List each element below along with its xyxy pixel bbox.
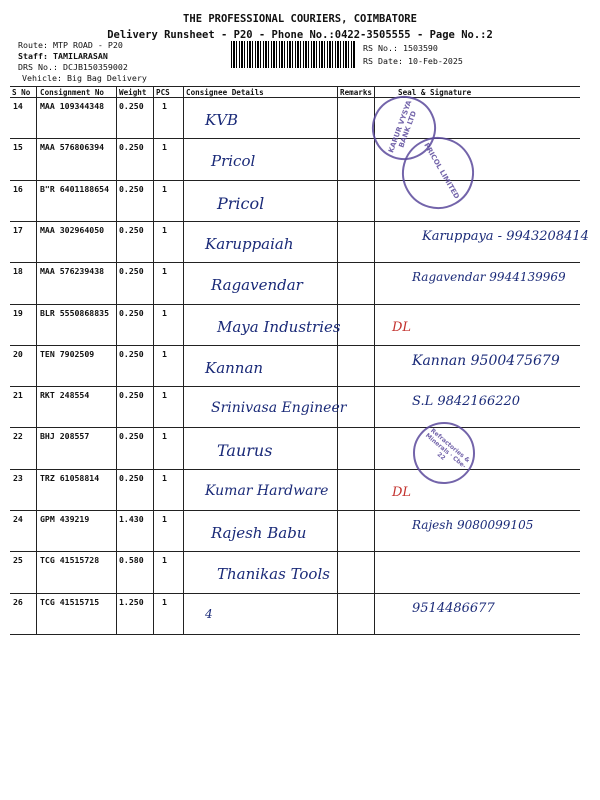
cell-sno: 20 bbox=[13, 348, 23, 359]
cell-remarks: DL bbox=[392, 319, 412, 335]
cell-pcs: 1 bbox=[162, 101, 167, 111]
cell-sno: 17 bbox=[13, 224, 23, 235]
row-divider bbox=[10, 469, 580, 470]
row-divider bbox=[10, 551, 580, 552]
cell-pcs: 1 bbox=[162, 431, 167, 442]
cell-consignee-handwritten: Kannan bbox=[205, 358, 264, 377]
row-divider bbox=[10, 180, 580, 181]
row-divider bbox=[10, 634, 580, 635]
cell-consignee-handwritten: Taurus bbox=[217, 441, 273, 461]
rs-date: RS Date: 10-Feb-2025 bbox=[363, 56, 463, 66]
cell-pcs: 1 bbox=[162, 183, 167, 194]
cell-consignee-handwritten: Pricol bbox=[217, 193, 265, 213]
row-divider bbox=[10, 510, 580, 511]
cell-consignment-no: TRZ 61058814 bbox=[40, 472, 100, 483]
cell-weight: 0.250 bbox=[119, 266, 144, 277]
cell-pcs: 1 bbox=[162, 142, 167, 153]
cell-consignment-no: BHJ 208557 bbox=[40, 431, 90, 442]
cell-consignment-no: MAA 302964050 bbox=[40, 224, 105, 235]
cell-sno: 16 bbox=[13, 183, 23, 194]
cell-pcs: 1 bbox=[162, 307, 167, 318]
row-divider bbox=[10, 345, 580, 346]
cell-pcs: 1 bbox=[162, 266, 167, 277]
cell-consignee-handwritten: Thanikas Tools bbox=[217, 565, 330, 584]
cell-consignment-no: GPM 439219 bbox=[40, 514, 90, 524]
cell-weight: 0.250 bbox=[119, 307, 144, 318]
bank-seal-text: KARUR VYSYA BANK LTD bbox=[387, 99, 419, 154]
cell-signature-handwritten: Karuppaya - 9943208414 bbox=[422, 228, 589, 244]
row-divider bbox=[10, 386, 580, 387]
cell-consignee-handwritten: 4 bbox=[205, 606, 213, 621]
cell-sno: 25 bbox=[13, 555, 23, 566]
cell-sno: 18 bbox=[13, 266, 23, 277]
header-remarks: Remarks bbox=[340, 88, 373, 97]
cell-pcs: 1 bbox=[162, 390, 167, 401]
row-divider bbox=[10, 427, 580, 428]
row-divider bbox=[10, 221, 580, 222]
row-divider bbox=[10, 593, 580, 594]
cell-sno: 21 bbox=[13, 390, 23, 401]
row-divider bbox=[10, 304, 580, 305]
cell-weight: 0.250 bbox=[119, 390, 144, 401]
cell-pcs: 1 bbox=[162, 472, 167, 483]
row-divider bbox=[10, 138, 580, 139]
cell-signature-handwritten: Kannan 9500475679 bbox=[412, 352, 560, 369]
cell-signature-handwritten: 9514486677 bbox=[412, 600, 495, 616]
cell-consignment-no: TCG 41515715 bbox=[40, 596, 100, 607]
cell-pcs: 1 bbox=[162, 596, 167, 607]
cell-signature-handwritten: S.L 9842166220 bbox=[412, 394, 521, 410]
header-consignee: Consignee Details bbox=[186, 88, 264, 97]
cell-weight: 1.430 bbox=[119, 514, 144, 524]
cell-sno: 19 bbox=[13, 307, 23, 318]
cell-consignment-no: TCG 41515728 bbox=[40, 555, 100, 566]
cell-consignee-handwritten: KVB bbox=[205, 111, 239, 129]
cell-weight: 0.250 bbox=[119, 472, 144, 483]
cell-consignee-handwritten: Kumar Hardware bbox=[205, 482, 329, 499]
cell-consignee-handwritten: Rajesh Babu bbox=[211, 524, 307, 542]
barcode bbox=[231, 41, 356, 68]
cell-sno: 22 bbox=[13, 431, 23, 442]
cell-consignee-handwritten: Karuppaiah bbox=[205, 234, 294, 253]
header-pcs: PCS bbox=[156, 88, 170, 97]
cell-consignment-no: RKT 248554 bbox=[40, 390, 90, 401]
header-bottom-border bbox=[10, 97, 580, 98]
runsheet-subtitle: Delivery Runsheet - P20 - Phone No.:0422-3505555 - Page No.:2 bbox=[107, 29, 493, 41]
cell-weight: 0.250 bbox=[119, 183, 144, 194]
cell-weight: 1.250 bbox=[119, 596, 144, 607]
cell-consignment-no: MAA 576806394 bbox=[40, 142, 105, 153]
table-top-border bbox=[10, 86, 580, 87]
cell-consignee-handwritten: Ragavendar bbox=[211, 276, 303, 295]
cell-consignment-no: BLR 5550868835 bbox=[40, 307, 110, 318]
refractories-seal-stamp bbox=[400, 409, 487, 496]
route-label: Route: MTP ROAD - P20 bbox=[18, 40, 123, 50]
pricol-seal-text: PRICOL LIMITED bbox=[422, 141, 461, 201]
cell-consignee-handwritten: Pricol bbox=[211, 152, 256, 171]
header-weight: Weight bbox=[119, 88, 147, 97]
staff-label: Staff: TAMILARASAN bbox=[18, 51, 108, 61]
refractories-seal-text: Refractories & Minerals · Cbe-22 bbox=[423, 427, 472, 471]
rs-number: RS No.: 1503590 bbox=[363, 43, 438, 53]
cell-consignment-no: MAA 109344348 bbox=[40, 101, 105, 111]
cell-consignee-handwritten: Maya Industries bbox=[217, 317, 341, 336]
cell-consignment-no: MAA 576239438 bbox=[40, 266, 105, 277]
cell-weight: 0.250 bbox=[119, 224, 144, 235]
drs-number: DRS No.: DCJB150359002 bbox=[18, 62, 128, 72]
cell-consignee-handwritten: Srinivasa Engineer bbox=[211, 400, 347, 417]
cell-pcs: 1 bbox=[162, 348, 167, 359]
cell-sno: 24 bbox=[13, 514, 23, 524]
cell-sno: 14 bbox=[13, 101, 23, 111]
vehicle-label: Vehicle: Big Bag Delivery bbox=[22, 73, 147, 83]
cell-weight: 0.580 bbox=[119, 555, 144, 566]
cell-remarks: DL bbox=[392, 484, 412, 500]
cell-signature-handwritten: Rajesh 9080099105 bbox=[412, 518, 534, 532]
header-consignment: Consignment No bbox=[40, 88, 105, 97]
header-sno: S No bbox=[12, 88, 31, 97]
cell-weight: 0.250 bbox=[119, 142, 144, 153]
company-title: THE PROFESSIONAL COURIERS, COIMBATORE bbox=[183, 13, 417, 25]
cell-sno: 23 bbox=[13, 472, 23, 483]
cell-weight: 0.250 bbox=[119, 431, 144, 442]
cell-pcs: 1 bbox=[162, 555, 167, 566]
cell-sno: 15 bbox=[13, 142, 23, 153]
cell-weight: 0.250 bbox=[119, 101, 144, 111]
cell-consignment-no: TEN 7902509 bbox=[40, 348, 95, 359]
cell-weight: 0.250 bbox=[119, 348, 144, 359]
header-signature: Seal & Signature bbox=[398, 88, 472, 97]
cell-signature-handwritten: Ragavendar 9944139969 bbox=[412, 270, 566, 285]
cell-sno: 26 bbox=[13, 596, 23, 607]
row-divider bbox=[10, 262, 580, 263]
cell-consignment-no: B"R 6401188654 bbox=[40, 183, 110, 194]
cell-pcs: 1 bbox=[162, 224, 167, 235]
cell-pcs: 1 bbox=[162, 514, 167, 524]
